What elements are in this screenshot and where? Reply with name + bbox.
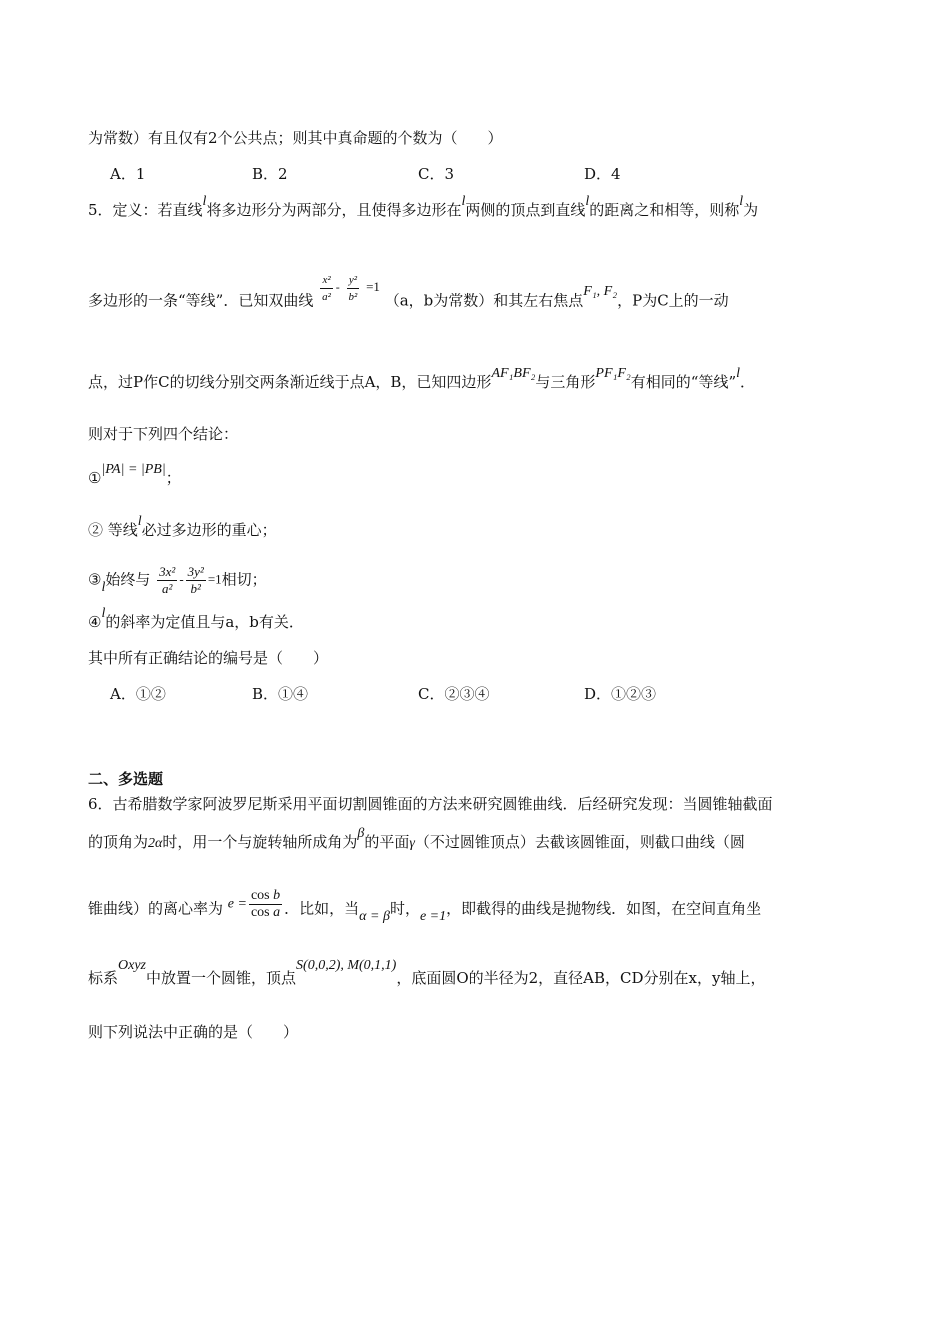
q5-conclusion-4: ④l的斜率为定值且与a，b有关． [88,606,304,631]
q6-line-4: 标系Oxyz中放置一个圆锥，顶点S(0,0,2), M(0,1,1)，底面圆O的半径为2，直径AB，CD分别在x，y轴上， [88,958,766,987]
math-l: l [739,194,744,209]
q4-tail-text: 为常数）有且仅有2个公共点；则其中真命题的个数为（ ） [88,129,503,147]
gamma-symbol: γ [409,836,415,851]
section-title: 二、多选题 [88,770,164,788]
math-l: l [461,194,466,209]
eccentricity-formula: e = $\frac{\text{cos b}}{\text{cos a}}$ [227,888,281,920]
triangle-label: PF₁F₂ [595,366,631,381]
q6-line-2: 的顶角为2α时，用一个与旋转轴所成角为β的平面γ（不过圆锥顶点）去截该圆锥面，则截口曲线（圆 [88,826,745,851]
q4-option-a[interactable]: A．1 [110,165,146,183]
q5-line-1: 5．定义：若直线l将多边形分为两部分，且使得多边形在l两侧的顶点到直线l的距离之和相等，则称l为 [88,194,759,219]
coordinate-system: Oxyz [118,958,147,973]
two-alpha: 2α [148,836,163,851]
alpha-equals-beta: α = β [359,908,390,924]
q4-option-d[interactable]: D．4 [584,165,621,183]
q4-option-c[interactable]: C．3 [418,165,455,183]
quadrilateral-label: AF₁BF₂ [491,366,536,381]
math-l: l [101,579,106,595]
q6-line-3: 锥曲线）的离心率为 e = $\frac{\text{cos b}}{\text{cos a}}$ ．比如，当α = β时，e =1，即截得的曲线是抛物线．如图，在空间直角坐 [88,888,762,924]
q4-option-b[interactable]: B．2 [252,165,288,183]
q5-option-d[interactable]: D．①②③ [584,685,657,703]
math-l: l [101,606,106,621]
math-l: l [585,194,590,209]
q5-line-3: 点，过P作C的切线分别交两条渐近线于点A，B，已知四边形AF₁BF₂与三角形PF₁F₂有相同的“等线”l． [88,366,756,391]
q5-conclusion-2: ② 等线l必过多边形的重心； [88,514,277,539]
vertex-coordinates: S(0,0,2), M(0,1,1) [296,958,397,973]
math-l: l [137,514,142,529]
foci-label: F₁, F₂ [583,284,618,300]
q5-conclusion-3: ③l始终与 $\frac{\text{3x²}}{\text{a²}}$ - $\frac{\text{3y²}}{\text{b²}}$ =1 相切； [88,564,267,596]
q5-line-4: 则对于下列四个结论： [88,425,239,443]
q5-option-a[interactable]: A．①② [110,685,166,703]
q5-option-b[interactable]: B．①④ [252,685,309,703]
q6-line-1: 6．古希腊数学家阿波罗尼斯采用平面切割圆锥面的方法来研究圆锥曲线．后经研究发现：当圆锥轴截面 [88,795,773,813]
q5-line-2: 多边形的一条“等线”．已知双曲线 $\frac{\text{x²}}{\text{a²}}$ - $\frac{\text{y²}}{\text{b²}}$ =1 （a，b为常数）和其左右焦点F₁, F₂，P为C上的一动 [88,274,729,310]
beta-symbol: β [357,826,365,841]
math-l: l [736,366,741,381]
q5-question: 其中所有正确结论的编号是（ ） [88,649,329,667]
q5-conclusion-1: ①|PA| = |PB|； [88,462,181,487]
math-l: l [202,194,207,209]
q5-option-c[interactable]: C．②③④ [418,685,490,703]
e-equals-one: e =1 [419,908,447,924]
tangent-hyperbola-equation: $\frac{\text{3x²}}{\text{a²}}$ - $\frac{\text{3y²}}{\text{b²}}$ =1 [159,564,222,596]
q6-line-5: 则下列说法中正确的是（ ） [88,1023,299,1041]
hyperbola-equation: $\frac{\text{x²}}{\text{a²}}$ [322,274,331,303]
pa-pb-expression: |PA| = |PB| [101,462,166,477]
